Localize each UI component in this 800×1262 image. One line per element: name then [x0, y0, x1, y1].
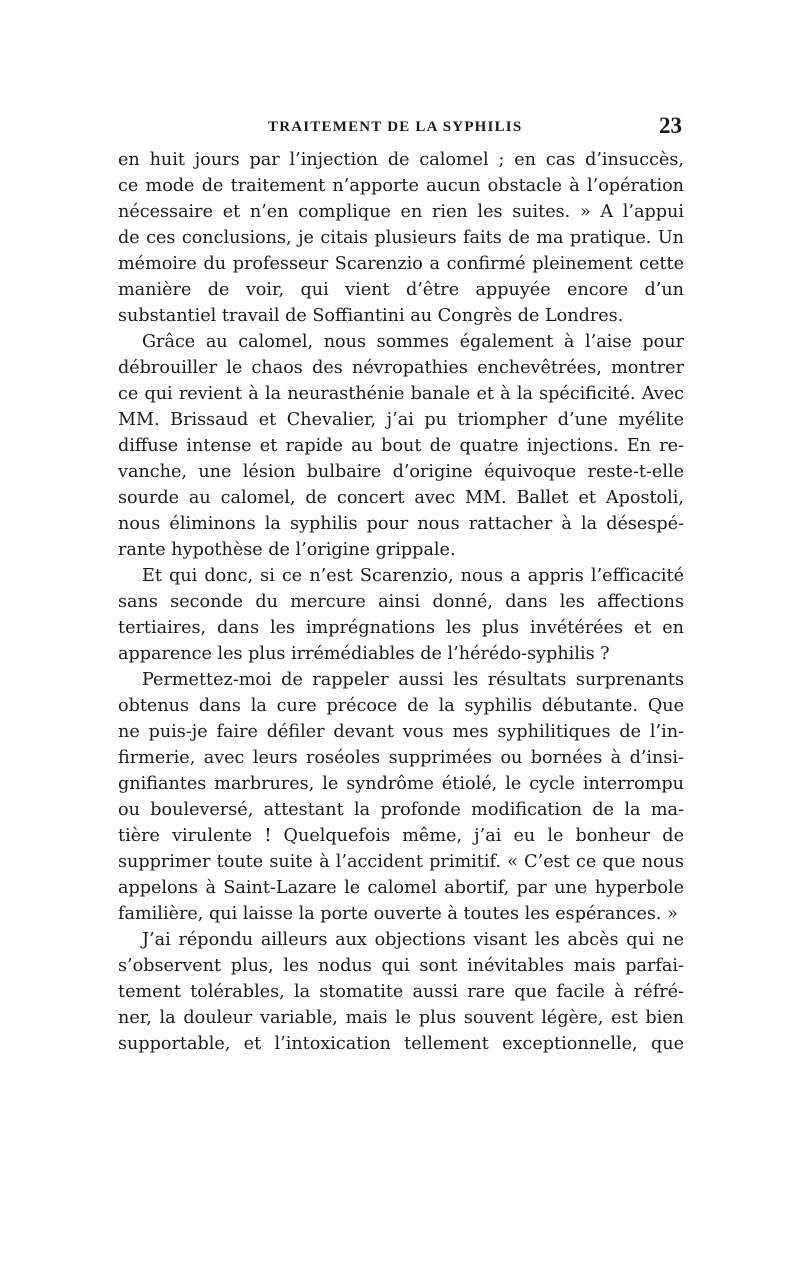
text-line: tertiaires, dans les imprégnations les plus invétérées et en [118, 618, 684, 638]
text-line: sourde au calomel, de concert avec MM. Ballet et Apostoli, [118, 488, 684, 508]
text-line: ne puis-je faire défiler devant vous mes syphilitiques de l’in- [118, 722, 684, 742]
text-line: ce mode de traitement n’apporte aucun obstacle à l’opération [118, 176, 684, 196]
text-line: appelons à Saint-Lazare le calomel abortif, par une hyperbole [118, 878, 684, 898]
text-line: vanche, une lésion bulbaire d’origine équivoque reste-t-elle [118, 462, 684, 482]
running-title: TRAITEMENT DE LA SYPHILIS [268, 119, 523, 135]
text-line: débrouiller le chaos des névropathies enchevêtrées, montrer [118, 358, 684, 378]
text-line: mémoire du professeur Scarenzio a confirmé pleinement cette [118, 254, 684, 274]
text-line: s’observent plus, les nodus qui sont inévitables mais parfai- [118, 956, 684, 976]
text-line: firmerie, avec leurs roséoles supprimées ou bornées à d’insi- [118, 748, 684, 768]
text-line: ce qui revient à la neurasthénie banale et à la spécificité. Avec [118, 384, 684, 404]
text-line: substantiel travail de Soffiantini au Congrès de Londres. [118, 306, 624, 326]
text-line: nécessaire et n’en complique en rien les suites. » A l’appui [118, 202, 684, 222]
text-line: supportable, et l’intoxication tellement exceptionnelle, que [118, 1034, 684, 1054]
text-line: Permettez-moi de rappeler aussi les résultats surprenants [142, 670, 684, 690]
text-line: J’ai répondu ailleurs aux objections visant les abcès qui ne [142, 930, 684, 950]
text-line: familière, qui laisse la porte ouverte à toutes les espérances. » [118, 904, 678, 924]
text-line: ner, la douleur variable, mais le plus souvent légère, est bien [118, 1008, 684, 1028]
text-line: nous éliminons la syphilis pour nous rattacher à la désespé- [118, 514, 684, 534]
text-line: en huit jours par l’injection de calomel ; en cas d’insuccès, [118, 150, 684, 170]
text-line: MM. Brissaud et Chevalier, j’ai pu triompher d’une myélite [118, 410, 684, 430]
text-line: diffuse intense et rapide au bout de quatre injections. En re- [118, 436, 684, 456]
body-text [118, 147, 684, 1057]
text-line: Et qui donc, si ce n’est Scarenzio, nous a appris l’efficacité [142, 566, 684, 586]
text-line: Grâce au calomel, nous sommes également à l’aise pour [142, 332, 684, 352]
text-line: tement tolérables, la stomatite aussi rare que facile à réfré- [118, 982, 684, 1002]
text-line: manière de voir, qui vient d’être appuyée encore d’un [118, 280, 684, 300]
text-line: supprimer toute suite à l’accident primitif. « C’est ce que nous [118, 852, 684, 872]
text-line: de ces conclusions, je citais plusieurs faits de ma pratique. Un [118, 228, 684, 248]
page-number: 23 [659, 113, 682, 138]
text-line: rante hypothèse de l’origine grippale. [118, 540, 456, 560]
text-line: ou bouleversé, attestant la profonde modification de la ma- [118, 800, 684, 820]
text-line: obtenus dans la cure précoce de la syphilis débutante. Que [118, 696, 684, 716]
text-line: apparence les plus irrémédiables de l’hérédo-syphilis ? [118, 644, 610, 664]
text-line: sans seconde du mercure ainsi donné, dans les affections [118, 592, 684, 612]
text-line: gnifiantes marbrures, le syndrôme étiolé, le cycle interrompu [118, 774, 684, 794]
text-line: tière virulente ! Quelquefois même, j’ai eu le bonheur de [118, 826, 684, 846]
page-header [118, 113, 684, 141]
